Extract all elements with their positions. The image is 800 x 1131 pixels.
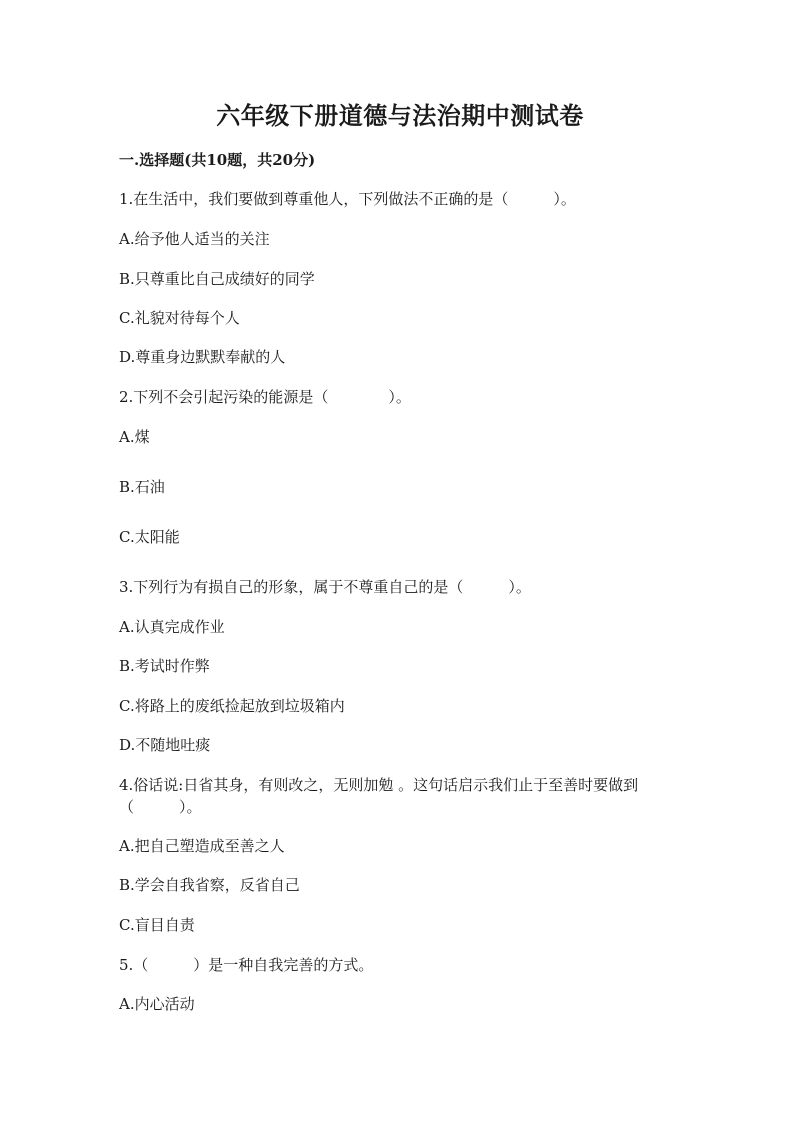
option-item: B.考试时作弊 [119,657,210,675]
option-item: A.认真完成作业 [119,618,225,636]
option-item: B.学会自我省察，反省自己 [119,876,300,894]
option-item: C.将路上的废纸捡起放到垃圾箱内 [119,697,345,715]
question-stem: 4.俗话说:日省其身，有则改之，无则加勉 。这句话启示我们止于至善时要做到（ ）。 [119,776,639,816]
option-item: A.给予他人适当的关注 [119,230,270,248]
page-title: 六年级下册道德与法治期中测试卷 [216,101,584,130]
option-item: B.石油 [119,478,165,496]
question-stem: 3.下列行为有损自己的形象，属于不尊重自己的是（ ）。 [119,578,531,596]
option-item: C.盲目自责 [119,916,195,934]
option-item: A.把自己塑造成至善之人 [119,837,285,855]
section-heading: 一.选择题(共10题，共20分) [119,151,316,169]
option-item: C.礼貌对待每个人 [119,309,240,327]
option-item: D.不随地吐痰 [119,736,211,754]
question-stem: 1.在生活中，我们要做到尊重他人，下列做法不正确的是（ ）。 [119,190,576,208]
question-stem: 5.（ ）是一种自我完善的方式。 [119,956,374,974]
question-stem: 2.下列不会引起污染的能源是（ ）。 [119,388,411,406]
option-item: A.煤 [119,428,150,446]
option-item: C.太阳能 [119,528,180,546]
option-item: A.内心活动 [119,995,195,1013]
option-item: B.只尊重比自己成绩好的同学 [119,270,315,288]
option-item: D.尊重身边默默奉献的人 [119,348,286,366]
